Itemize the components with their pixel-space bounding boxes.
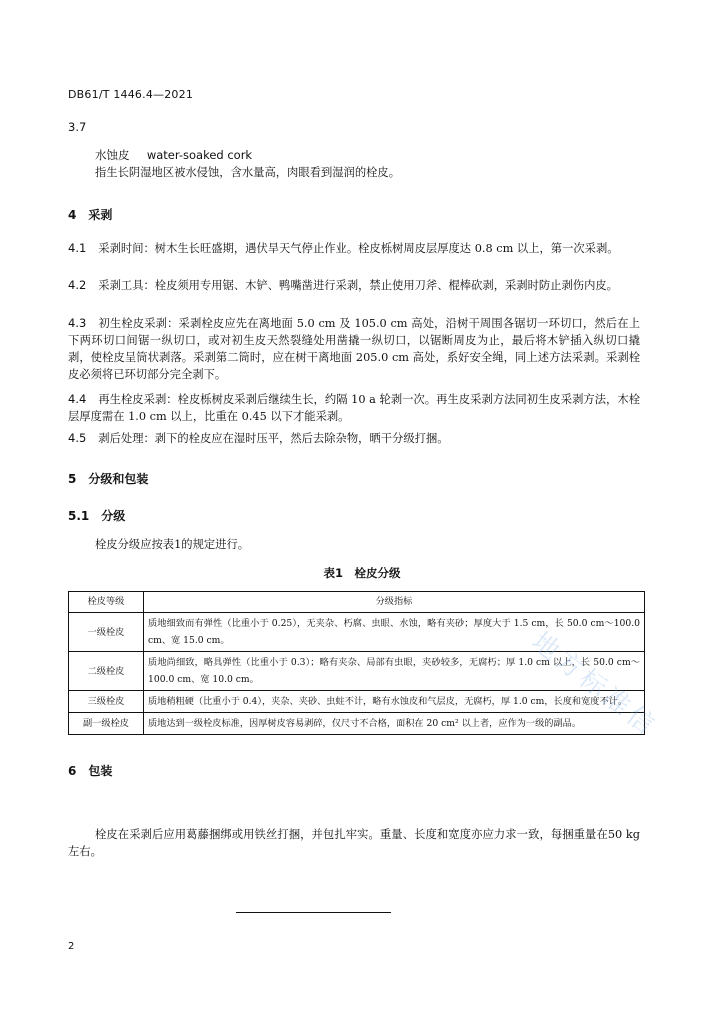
table-header-row xyxy=(69,592,645,613)
table-intro: 栓皮分级应按表1的规定进行。 xyxy=(95,538,250,551)
term-line xyxy=(95,147,252,163)
document-id: DB61/T 1446.4—2021 xyxy=(68,88,194,101)
page-number: 2 xyxy=(68,941,75,952)
subsection-heading: 5.1 分级 xyxy=(68,509,126,523)
clause-text: 再生栓皮采剥：栓皮栎树皮采剥后继续生长，约隔 10 a 轮剥一次。再生皮采剥方法同初生皮采剥方法，木栓层厚度需在 1.0 cm 以上，比重在 0.45 以下才能采剥。 xyxy=(68,393,640,423)
section-heading: 4 采剥 xyxy=(68,208,113,222)
clause-number: 4.3 xyxy=(68,316,87,330)
clause-paragraph xyxy=(68,277,640,294)
grade-cell: 二级栓皮 xyxy=(69,652,144,691)
clause-text: 采剥时间：树木生长旺盛期，遇伏旱天气停止作业。栓皮栎树周皮层厚度达 0.8 cm 以上，第一次采剥。 xyxy=(98,242,619,255)
table-header-cell: 栓皮等级 xyxy=(69,592,144,613)
clause-text: 初生栓皮采剥：采剥栓皮应先在离地面 5.0 cm 及 105.0 cm 高处，沿树干周围各锯切一环切口，然后在上下两环切口间锯一纵切口，或对初生皮天然裂缝处用凿撬一纵切口，以锯断周皮为止，最后将木铲插入纵切口撬剥，使栓皮呈筒状剥落。采剥第二筒时，应在树干离地面 205.0 cm 高处，系好安全绳，同上述方法采剥。采剥栓皮必须将已环切部分完全剥下。 xyxy=(68,317,640,381)
clause-number: 4.4 xyxy=(68,392,87,406)
clause-paragraph xyxy=(68,430,640,447)
clause-number: 4.2 xyxy=(68,278,87,292)
clause-paragraph xyxy=(68,240,640,257)
table-caption: 表1 栓皮分级 xyxy=(323,566,401,580)
clause-paragraph xyxy=(68,391,640,425)
packaging-paragraph: 栓皮在采剥后应用葛藤捆绑或用铁丝打捆，并包扎牢实。重量、长度和宽度亦应力求一致，每捆重量在50 kg左右。 xyxy=(68,828,640,858)
term-definition: 指生长阴湿地区被水侵蚀，含水量高，肉眼看到湿润的栓皮。 xyxy=(95,166,401,179)
table-header-cell: 分级指标 xyxy=(144,592,645,613)
term-english: water-soaked cork xyxy=(146,148,253,162)
criteria-cell: 质地尚细致，略具弹性（比重小于 0.3）；略有夹杂、局部有虫眼，夹砂较多，无腐朽；厚 1.0 cm 以上，长 50.0 cm～100.0 cm、宽 10.0 cm。 xyxy=(144,652,645,691)
table-row xyxy=(69,713,645,735)
grade-cell: 三级栓皮 xyxy=(69,691,144,713)
criteria-cell: 质地达到一级栓皮标准，因厚树皮容易剥碎，仅尺寸不合格，面积在 20 cm² 以上者，应作为一级的副品。 xyxy=(144,713,645,735)
clause-paragraph xyxy=(68,315,640,383)
grade-cell: 一级栓皮 xyxy=(69,613,144,652)
clause-number: 4.1 xyxy=(68,241,87,255)
grade-cell: 副一级栓皮 xyxy=(69,713,144,735)
clause-text: 剥后处理：剥下的栓皮应在湿时压平，然后去除杂物，晒干分级打捆。 xyxy=(98,432,449,445)
section-heading: 6 包装 xyxy=(68,764,113,778)
end-rule xyxy=(236,912,391,913)
clause-text: 采剥工具：栓皮须用专用锯、木铲、鸭嘴凿进行采剥，禁止使用刀斧、棍棒砍剥，采剥时防止剥伤内皮。 xyxy=(98,279,618,292)
watermark: 地方标准信 xyxy=(525,626,663,743)
section-heading: 5 分级和包装 xyxy=(68,472,149,486)
clause-number: 4.5 xyxy=(68,431,87,445)
term-chinese: 水蚀皮 xyxy=(95,148,130,162)
clause-number: 3.7 xyxy=(68,120,87,134)
criteria-cell: 质地细致而有弹性（比重小于 0.25），无夹杂、朽腐、虫眼、水蚀，略有夹砂；厚度大于 1.5 cm，长 50.0 cm～100.0 cm、宽 15.0 cm。 xyxy=(144,613,645,652)
table-row xyxy=(69,691,645,713)
criteria-cell: 质地稍粗硬（比重小于 0.4），夹杂、夹砂、虫蛀不计，略有水蚀皮和气层皮，无腐朽，厚 1.0 cm，长度和宽度不计。 xyxy=(144,691,645,713)
